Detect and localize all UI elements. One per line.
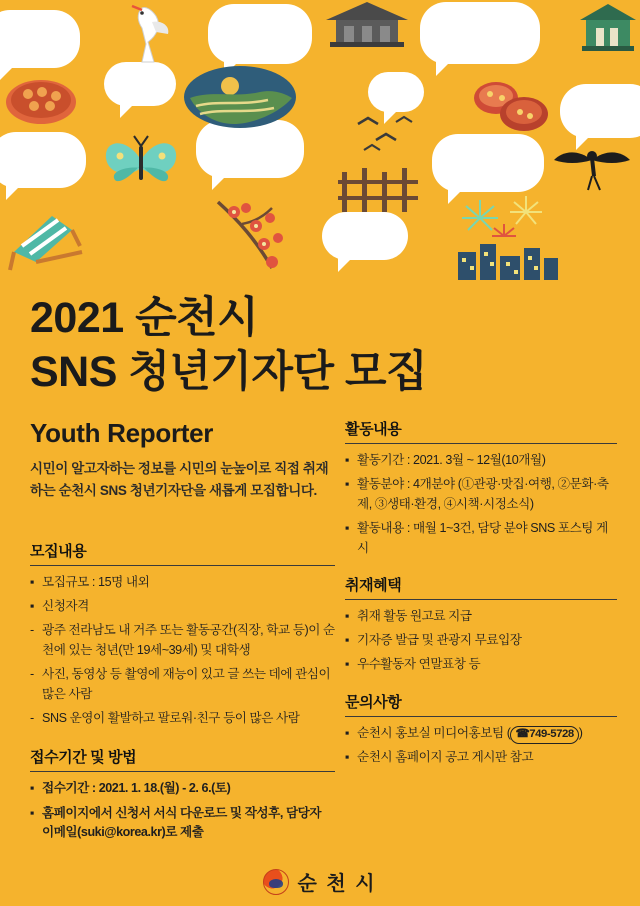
speech-bubble-icon <box>0 10 80 68</box>
butterfly-icon <box>98 128 184 194</box>
speech-bubble-icon <box>368 72 424 112</box>
list-item-text: 신청자격 <box>42 599 89 614</box>
page-title <box>30 292 610 400</box>
list-item-text: 접수기간 : 2021. 1. 18.(월) - 2. 6.(토) <box>42 781 231 796</box>
list-item <box>30 665 335 704</box>
bullet-marker: ▪ <box>345 520 350 535</box>
contact-office-label: 순천시 홍보실 미디어홍보팀 ( <box>357 726 511 741</box>
bullet-marker: ▪ <box>30 805 35 820</box>
pavilion-icon <box>578 2 638 58</box>
activity-item-list <box>345 451 617 558</box>
list-item-text: 사진, 동영상 등 촬영에 재능이 있고 글 쓰는 데에 관심이 많은 사람 <box>42 667 331 701</box>
section-title-activity: 활동내용 <box>345 418 617 444</box>
section-benefit <box>345 574 617 675</box>
headline-line-2: SNS 청년기자단 모집 <box>30 347 428 396</box>
section-title-benefit: 취재혜택 <box>345 574 617 600</box>
list-item <box>30 779 335 799</box>
bullet-marker: ▪ <box>345 750 350 765</box>
list-item-text: 활동기간 : 2021. 3월 ~ 12월(10개월) <box>357 453 546 467</box>
bullet-marker: ▪ <box>30 599 35 614</box>
contact-item-list <box>345 724 617 768</box>
speech-bubble-icon <box>420 2 540 64</box>
dash-marker: - <box>30 710 34 725</box>
section-recruit <box>30 540 335 728</box>
list-item-text: 모집규모 : 15명 내외 <box>42 575 150 589</box>
subtitle-english: Youth Reporter <box>30 418 214 448</box>
list-item <box>30 621 335 660</box>
food-plate-icon <box>4 72 78 126</box>
dash-marker: - <box>30 667 34 682</box>
bullet-marker: ▪ <box>345 477 350 492</box>
list-item-text: 기자증 발급 및 관광지 무료입장 <box>357 633 522 648</box>
bullet-marker: ▪ <box>345 609 350 624</box>
list-item <box>345 475 617 514</box>
section-title-contact: 문의사항 <box>345 691 617 717</box>
bullet-marker: ▪ <box>345 726 350 741</box>
footer-logo-block <box>0 867 640 896</box>
section-activity <box>345 418 617 558</box>
recruit-item-list <box>30 573 335 728</box>
bullet-marker: ▪ <box>30 781 35 796</box>
illustration-band <box>0 0 640 286</box>
list-item-text: SNS 운영이 활발하고 팔로워·친구 등이 많은 사람 <box>42 710 300 725</box>
list-item <box>345 748 617 768</box>
section-title-recruit: 모집내용 <box>30 540 335 566</box>
speech-bubble-icon <box>432 134 544 192</box>
fireworks-icon <box>452 192 562 282</box>
section-apply <box>30 746 335 842</box>
speech-bubble-icon <box>0 132 86 188</box>
headline-line-1: 2021 순천시 <box>30 294 259 342</box>
list-item <box>345 724 617 744</box>
flying-birds-icon <box>352 110 422 160</box>
benefit-item-list <box>345 607 617 675</box>
list-item <box>30 804 335 843</box>
bullet-marker: ▪ <box>345 633 350 648</box>
list-item-text: 취재 활동 원고료 지급 <box>357 609 472 624</box>
bullet-marker: ▪ <box>345 657 350 672</box>
crane-bird-icon <box>552 130 632 194</box>
list-item <box>345 451 617 471</box>
pavilion-icon <box>322 0 412 52</box>
list-item <box>30 597 335 617</box>
contact-text-after: ) <box>578 726 583 741</box>
beach-chair-icon <box>6 196 92 274</box>
list-item-text: 홈페이지에서 신청서 서식 다운로드 및 작성후, 담당자 이메일(suki@korea.kr)로 제출 <box>42 805 322 840</box>
list-item <box>30 573 335 593</box>
section-title-apply: 접수기간 및 방법 <box>30 746 335 772</box>
list-item-text: 우수활동자 연말표창 등 <box>357 657 481 672</box>
list-item-text: 광주 전라남도 내 거주 또는 활동공간(직장, 학교 등)이 순천에 있는 청년(만 19세~39세) 및 대학생 <box>42 623 335 657</box>
list-item <box>30 709 335 729</box>
list-item-text: 활동분야 : 4개분야 (①관광·맛집·여행, ②문화·축제, ③생태·환경, ④시책·시정소식) <box>357 477 609 511</box>
plum-blossom-icon <box>212 196 312 280</box>
bullet-marker: ▪ <box>30 575 35 589</box>
section-contact <box>345 691 617 768</box>
speech-bubble-icon <box>208 4 312 64</box>
food-plate-icon <box>470 74 550 136</box>
list-item-text: 활동내용 : 매월 1~3건, 담당 분야 SNS 포스팅 게시 <box>357 520 608 555</box>
dash-marker: - <box>30 623 34 638</box>
list-item <box>345 631 617 651</box>
speech-bubble-icon <box>322 212 408 260</box>
sunset-field-icon <box>182 64 298 130</box>
list-item <box>345 519 617 558</box>
crane-bird-icon <box>112 4 176 70</box>
list-item <box>345 655 617 675</box>
suncheon-city-emblem-icon <box>263 869 289 895</box>
list-item-text: 순천시 홈페이지 공고 게시판 참고 <box>357 750 534 765</box>
organization-name: 순 천 시 <box>297 873 377 895</box>
lede-paragraph: 시민이 알고자하는 정보를 시민의 눈높이로 직접 취재하는 순천시 SNS 청년기자단을 새롭게 모집합니다. <box>30 461 329 498</box>
left-column <box>30 540 335 857</box>
fence-icon <box>336 158 428 216</box>
phone-number-badge: ☎749-5728 <box>510 726 578 743</box>
list-item <box>345 607 617 627</box>
apply-item-list <box>30 779 335 842</box>
bullet-marker: ▪ <box>345 453 350 467</box>
right-column <box>345 418 617 782</box>
